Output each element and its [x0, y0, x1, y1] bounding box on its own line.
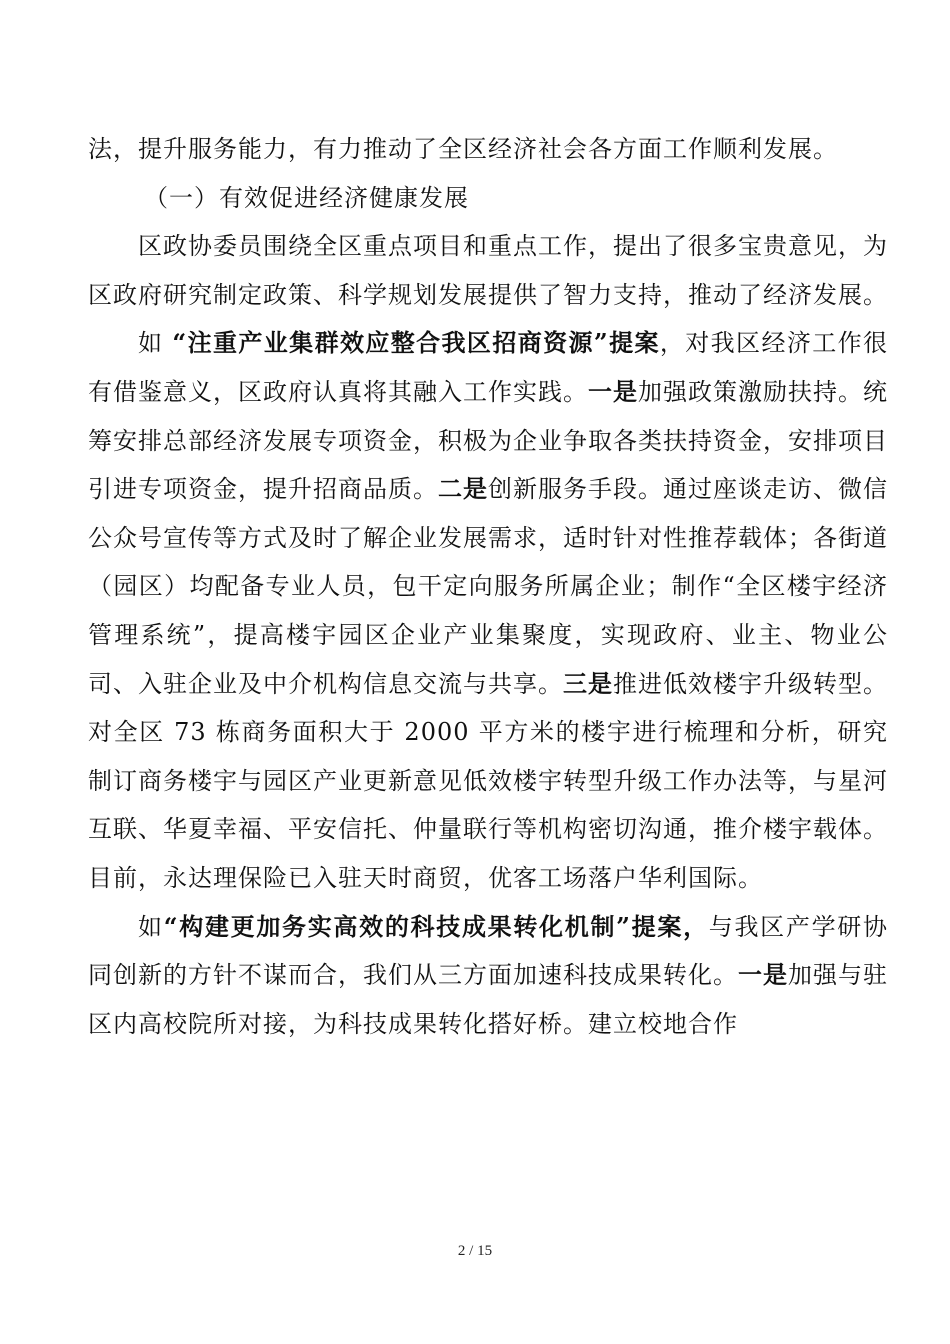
paragraph-lead: 如 — [138, 329, 173, 358]
point-text-3: 推进低效楼宇升级转型。对全区 73 栋商务面积大于 2000 平方米的楼宇进行梳理和分析，研究制订商务楼宇与园区产业更新意见低效楼宇转型升级工作办法等，与星河互联、华夏幸福、平安信托、仲量联行等机构密切沟通，推介楼宇载体。目前，永达理保险已入驻天时商贸，优客工场落户华利国际。 — [88, 669, 888, 892]
paragraph-text: 与我区产学研协同创新的方针不谋而合，我们从三方面加速科技成果转化。 — [88, 912, 888, 990]
page-number: 2 / 15 — [457, 1243, 493, 1259]
continuation-paragraph: 法，提升服务能力，有力推动了全区经济社会各方面工作顺利发展。 — [88, 135, 838, 163]
proposal-title: “注重产业集群效应整合我区招商资源”提案 — [172, 328, 660, 358]
point-label-3: 三是 — [563, 668, 613, 698]
point-text-1: 加强政策激励扶持。统筹安排总部经济发展专项资金，积极为企业争取各类扶持资金，安排项目引进专项资金，提升招商品质。 — [88, 377, 888, 504]
document-body — [88, 125, 888, 1048]
proposal-title: “构建更加务实高效的科技成果转化机制”提案， — [163, 911, 709, 941]
paragraph-investment-proposal — [88, 319, 888, 902]
point-text-1: 加强与驻区内高校院所对接，为科技成果转化搭好桥。建立校地合作 — [88, 961, 888, 1038]
point-label-1: 一是 — [738, 960, 788, 990]
point-text-2: 创新服务手段。通过座谈走访、微信公众号宣传等方式及时了解企业发展需求，适时针对性推荐载体；各街道（园区）均配备专业人员，包干定向服务所属企业；制作“全区楼宇经济管理系统”，提高楼宇园区企业产业集聚度，实现政府、业主、物业公司、入驻企业及中介机构信息交流与共享。 — [88, 475, 888, 698]
section-heading: （一）有效促进经济健康发展 — [144, 183, 469, 212]
point-label-1: 一是 — [588, 376, 638, 406]
paragraph-lead: 如 — [138, 912, 164, 941]
paragraph-tech-proposal — [88, 903, 888, 1049]
paragraph-text: ，对我区经济工作很有借鉴意义，区政府认真将其融入工作实践。 — [88, 329, 889, 406]
paragraph-economy-intro: 区政协委员围绕全区重点项目和重点工作，提出了很多宝贵意见，为区政府研究制定政策、科学规划发展提供了智力支持，推动了经济发展。 — [88, 232, 888, 309]
point-label-2: 二是 — [438, 474, 488, 504]
